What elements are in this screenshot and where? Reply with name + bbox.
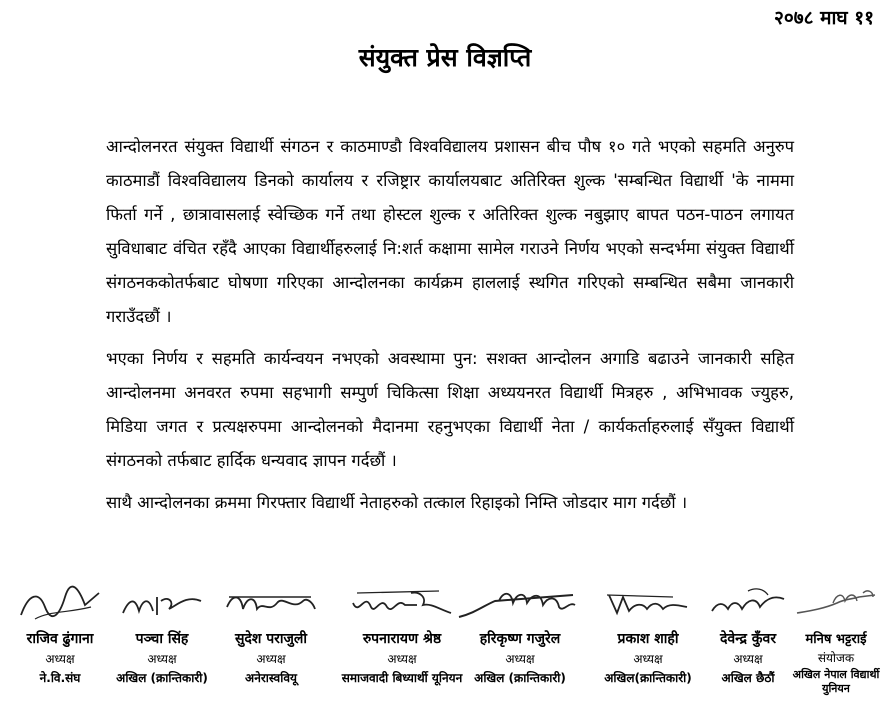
signatory-position: संयोजक [817, 651, 855, 665]
signatory-name: मनिष भट्टराई [805, 632, 867, 647]
handwritten-signature [223, 583, 319, 627]
signatory-position: अध्यक्ष [256, 652, 286, 666]
signatory-organization: अनेरास्ववियू [245, 671, 297, 685]
body-paragraph: आन्दोलनरत संयुक्त विद्यार्थी संगठन र काठमाण्डौ विश्वविद्यालय प्रशासन बीच पौष १० गते भएको सहमति अनुरुप काठमाडौं विश्वविद्यालय डिनको कार्यालय र रजिष्ट्रार कार्यालयबाट अतिरिक्त शुल्क 'सम्बन्धित विद्यार्थी 'के नाममा फिर्ता गर्ने , छात्रावासलाई स्वेच्छिक गर्ने तथा होस्टल शुल्क र अतिरिक्त शुल्क नबुझाए बापत पठन-पाठन लगायत सुविधाबाट वंचित रहँदै आएका विद्यार्थीहरुलाई नि:शर्त कक्षामा सामेल गराउने निर्णय भएको सन्दर्भमा संयुक्त विद्यार्थी संगठनककोतर्फबाट घोषणा गरिएका आन्दोलनका कार्यक्रम हाललाई स्थगित गरिएको सम्बन्धित सबैमा जानकारी गराउँदछौं । [106, 137, 794, 326]
signatory-position: अध्यक्ष [733, 652, 763, 666]
signatory-block [784, 583, 888, 696]
document-body [106, 130, 794, 528]
signatory-block [2, 583, 118, 686]
signatory-name: रुपनारायण श्रेष्ठ [362, 631, 442, 647]
signatory-block [452, 583, 588, 686]
signatory-position: अध्यक्ष [147, 652, 177, 666]
handwritten-signature [117, 583, 207, 627]
signatory-organization: ने.वि.संघ [39, 671, 81, 685]
document-date: २०७८ माघ ११ [773, 7, 874, 29]
handwritten-signature [15, 583, 105, 627]
signatory-name: हरिकृष्ण गजुरेल [479, 631, 561, 647]
signatory-block [106, 583, 218, 686]
signatory-organization: अखिल छैठौं [721, 671, 775, 685]
signatory-name: राजिव ढुंगाना [26, 631, 94, 647]
handwritten-signature [793, 583, 879, 627]
handwritten-signature [708, 583, 788, 627]
signatory-position: अध्यक्ष [505, 652, 535, 666]
handwritten-signature [603, 583, 693, 627]
signatory-block [212, 583, 330, 686]
signatory-name: प्रकाश शाही [617, 631, 679, 647]
signatory-name: सुदेश पराजुली [234, 631, 308, 647]
signatory-position: अध्यक्ष [45, 652, 75, 666]
handwritten-signature [347, 583, 457, 627]
body-paragraph: भएका निर्णय र सहमति कार्यन्वयन नभएको अवस्थामा पुन: सशक्त आन्दोलन अगाडि बढाउने जानकारी सहित आन्दोलनमा अनवरत रुपमा सहभागी सम्पुर्ण चिकित्सा शिक्षा अध्ययनरत विद्यार्थी मित्रहरु , अभिभावक ज्युहरु, मिडिया जगत र प्रत्यक्षरुपमा आन्दोलनको मैदानमा रहनुभएका विद्यार्थी नेता / कार्यकर्ताहरुलाई सँयुक्त विद्यार्थी संगठनको तर्फबाट हार्दिक धन्यवाद ज्ञापन गर्दछौं । [106, 349, 794, 470]
body-paragraph: साथै आन्दोलनका क्रममा गिरफ्तार विद्यार्थी नेताहरुको तत्काल रिहाइको निम्ति जोडदार माग गर्दछौं । [106, 493, 688, 512]
handwritten-signature [455, 583, 585, 627]
signatory-organization: अखिल नेपाल विद्यार्थी युनियन [792, 668, 880, 695]
signatory-position: अध्यक्ष [387, 652, 417, 666]
signatory-name: पञ्चा सिंह [135, 631, 189, 647]
signatory-block [590, 583, 706, 686]
document-title: संयुक्त प्रेस विज्ञप्ति [358, 43, 532, 72]
signatory-name: देवेन्द्र कुँवर [719, 631, 777, 647]
signatory-position: अध्यक्ष [633, 652, 663, 666]
signatory-organization: अखिल (क्रान्तिकारी) [116, 671, 208, 685]
signatory-organization: अखिल(क्रान्तिकारी) [604, 671, 692, 685]
signatory-organization: समाजवादी बिध्यार्थी यूनियन [341, 671, 463, 685]
signatory-organization: अखिल (क्रान्तिकारी) [474, 671, 566, 685]
